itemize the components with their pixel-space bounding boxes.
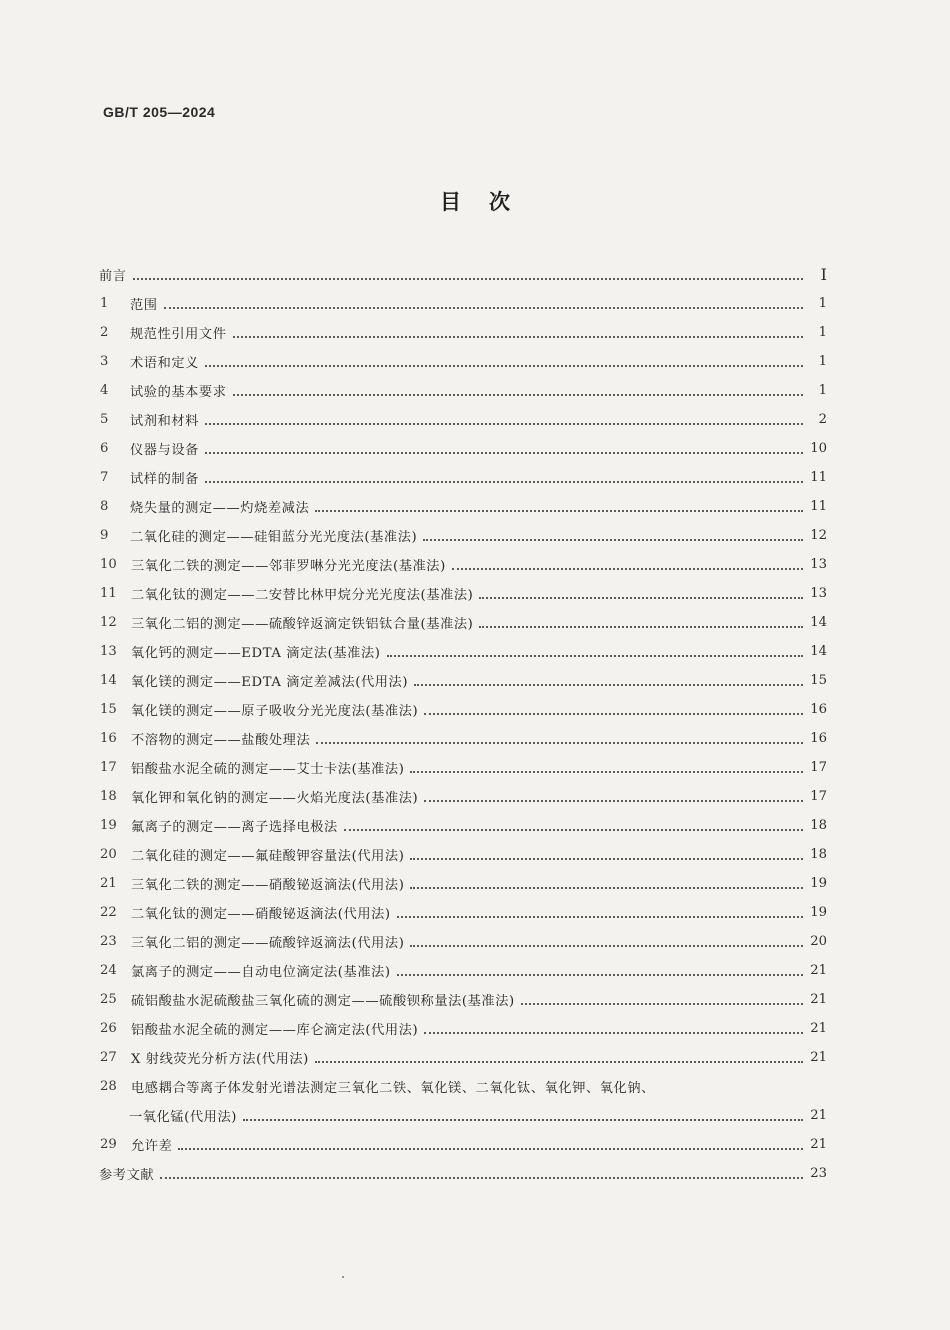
toc-entry[interactable]: [99, 318, 827, 347]
toc-entry-page: 15: [810, 673, 827, 688]
toc-entry-label: 三氧化二铁的测定——邻菲罗啉分光光度法(基准法): [131, 559, 446, 574]
toc-entry-label: 氧化镁的测定——原子吸收分光光度法(基准法): [131, 704, 419, 719]
toc-entry[interactable]: [99, 898, 827, 927]
toc-entry-page: 21: [810, 1137, 827, 1152]
toc-entry-foreword[interactable]: [99, 260, 827, 289]
toc-entry-label: 参考文献: [99, 1168, 155, 1183]
toc-entry[interactable]: [99, 985, 827, 1014]
toc-entry-label: 氟离子的测定——离子选择电极法: [131, 820, 338, 835]
toc-entry-number: 29: [100, 1137, 117, 1152]
toc-entry-number: 13: [100, 644, 117, 659]
dot-leader: [344, 828, 803, 831]
dot-leader: [410, 944, 803, 947]
toc-entry-label: 术语和定义: [130, 356, 199, 371]
toc-entry-page: 18: [810, 818, 827, 833]
dot-leader: [424, 712, 803, 715]
toc-entry-number: 4: [100, 383, 109, 398]
dot-leader: [479, 625, 803, 628]
dot-leader: [315, 509, 803, 512]
toc-entry-page: 1: [818, 383, 827, 398]
toc-entry-page: 16: [810, 702, 827, 717]
dot-leader: [178, 1147, 803, 1150]
toc-entry-label: 氯离子的测定——自动电位滴定法(基准法): [131, 965, 391, 980]
toc-entry-page: 20: [810, 934, 827, 949]
toc-entry-label: 前言: [99, 269, 127, 284]
dot-leader: [160, 1176, 803, 1179]
toc-entry[interactable]: [99, 927, 827, 956]
toc-entry-page: 13: [810, 586, 827, 601]
toc-entry-number: 23: [100, 934, 117, 949]
toc-entry-number: 14: [100, 673, 117, 688]
toc-entry-page: 18: [810, 847, 827, 862]
toc-entry[interactable]: [99, 608, 827, 637]
toc-entry[interactable]: [99, 434, 827, 463]
toc-entry-label: X 射线荧光分析方法(代用法): [131, 1052, 309, 1067]
toc-entry-label: 允许差: [131, 1139, 173, 1154]
dot-leader: [205, 422, 803, 425]
toc-entry-number: 19: [100, 818, 117, 833]
toc-entry-number: 3: [100, 354, 109, 369]
dot-leader: [424, 799, 803, 802]
toc-entry[interactable]: [99, 550, 827, 579]
dot-leader: [205, 364, 803, 367]
toc-entry-label: 仪器与设备: [130, 443, 199, 458]
toc-entry-page: 1: [818, 296, 827, 311]
toc-entry-number: 17: [100, 760, 117, 775]
dot-leader: [423, 538, 803, 541]
toc-entry[interactable]: [99, 956, 827, 985]
toc-entry[interactable]: [99, 637, 827, 666]
toc-entry-number: 16: [100, 731, 117, 746]
toc-entry-label: 氧化钾和氧化钠的测定——火焰光度法(基准法): [131, 791, 419, 806]
toc-entry-label: 试剂和材料: [130, 414, 199, 429]
toc-entry[interactable]: [99, 1130, 827, 1159]
toc-entry-number: 28: [100, 1079, 117, 1094]
scan-speck: [342, 1276, 344, 1278]
toc-entry-label: 三氧化二铝的测定——硫酸锌返滴定铁铝钛合量(基准法): [131, 617, 474, 632]
dot-leader: [521, 1002, 803, 1005]
toc-entry-label: 烧失量的测定——灼烧差减法: [130, 501, 310, 516]
toc-entry-page: 23: [810, 1166, 827, 1181]
toc-entry-number: 20: [100, 847, 117, 862]
toc-entry[interactable]: [99, 492, 827, 521]
dot-leader: [410, 857, 803, 860]
toc-entry-label: 试验的基本要求: [130, 385, 227, 400]
dot-leader: [233, 393, 803, 396]
toc-entry-label: 范围: [130, 298, 158, 313]
toc-entry-page: 17: [810, 789, 827, 804]
toc-entry-page: 13: [810, 557, 827, 572]
toc-entry-page: 1: [818, 325, 827, 340]
toc-entry[interactable]: [99, 347, 827, 376]
toc-entry-label: 二氧化钛的测定——硝酸铋返滴法(代用法): [131, 907, 391, 922]
toc-entry-bibliography[interactable]: [99, 1159, 827, 1188]
toc-entry[interactable]: [99, 782, 827, 811]
toc-entry-page: 21: [810, 963, 827, 978]
toc-entry-number: 26: [100, 1021, 117, 1036]
toc-entry-page: 21: [810, 1050, 827, 1065]
toc-entry-page: I: [820, 265, 827, 284]
toc-entry-page: 19: [810, 905, 827, 920]
dot-leader: [205, 480, 803, 483]
dot-leader: [410, 886, 803, 889]
dot-leader: [315, 1060, 803, 1063]
toc-entry-number: 22: [100, 905, 117, 920]
toc-entry-label: 铝酸盐水泥全硫的测定——库仑滴定法(代用法): [131, 1023, 419, 1038]
title-char: 目: [440, 190, 461, 214]
toc-entry-number: 24: [100, 963, 117, 978]
toc-entry[interactable]: [99, 521, 827, 550]
toc-entry-page: 21: [810, 1108, 827, 1123]
dot-leader: [397, 973, 803, 976]
toc-entry-label: 规范性引用文件: [130, 327, 227, 342]
toc-entry[interactable]: [99, 463, 827, 492]
toc-title: [0, 186, 950, 216]
toc-entry-number: 12: [100, 615, 117, 630]
dot-leader: [414, 683, 803, 686]
dot-leader: [387, 654, 803, 657]
toc-entry-page: 19: [810, 876, 827, 891]
toc-entry-label: 二氧化钛的测定——二安替比林甲烷分光光度法(基准法): [131, 588, 474, 603]
toc-entry-page: 14: [810, 644, 827, 659]
toc-entry-label: 铝酸盐水泥全硫的测定——艾士卡法(基准法): [131, 762, 405, 777]
toc-entry[interactable]: [99, 753, 827, 782]
dot-leader: [205, 451, 803, 454]
dot-leader: [424, 1031, 803, 1034]
toc-entry-page: 12: [810, 528, 827, 543]
document-code: GB/T 205—2024: [103, 104, 216, 120]
dot-leader: [233, 335, 803, 338]
dot-leader: [243, 1118, 803, 1121]
toc-entry-page: 11: [810, 470, 827, 485]
dot-leader: [452, 567, 803, 570]
toc-entry[interactable]: [99, 811, 827, 840]
toc-entry[interactable]: [99, 376, 827, 405]
toc-entry-label: 一氧化锰(代用法): [129, 1110, 238, 1125]
toc-entry-first-line[interactable]: [99, 1072, 827, 1101]
toc-entry-number: 6: [100, 441, 109, 456]
title-char: 次: [489, 190, 510, 214]
toc-entry-page: 1: [818, 354, 827, 369]
toc-entry-number: 2: [100, 325, 109, 340]
toc-entry-page: 2: [818, 412, 827, 427]
toc-entry-page: 10: [810, 441, 827, 456]
toc-entry-label: 二氧化硅的测定——氟硅酸钾容量法(代用法): [131, 849, 405, 864]
dot-leader: [410, 770, 803, 773]
toc-entry-number: 8: [100, 499, 109, 514]
toc-entry[interactable]: [99, 666, 827, 695]
toc-entry-label: 氧化镁的测定——EDTA 滴定差减法(代用法): [131, 675, 409, 690]
toc-entry[interactable]: [99, 405, 827, 434]
toc-entry-page: 21: [810, 1021, 827, 1036]
toc-entry-page: 16: [810, 731, 827, 746]
toc-entry[interactable]: [99, 840, 827, 869]
toc-entry-label: 不溶物的测定——盐酸处理法: [131, 733, 311, 748]
toc-entry-number: 21: [100, 876, 117, 891]
toc-entry-page: 11: [810, 499, 827, 514]
toc-entry-number: 15: [100, 702, 117, 717]
toc-entry[interactable]: [99, 869, 827, 898]
toc-entry-number: 9: [100, 528, 109, 543]
dot-leader: [316, 741, 803, 744]
toc-entry-number: 7: [100, 470, 109, 485]
toc-entry-number: 25: [100, 992, 117, 1007]
toc-entry-label: 氧化钙的测定——EDTA 滴定法(基准法): [131, 646, 381, 661]
toc-entry-continuation[interactable]: [129, 1101, 827, 1130]
dot-leader: [133, 277, 803, 280]
toc-entry[interactable]: [99, 1014, 827, 1043]
toc-entry-label: 电感耦合等离子体发射光谱法测定三氧化二铁、氧化镁、二氧化钛、氧化钾、氧化钠、: [131, 1081, 655, 1096]
toc-entry-label: 试样的制备: [130, 472, 199, 487]
toc-entry-number: 5: [100, 412, 109, 427]
toc-entry[interactable]: [99, 724, 827, 753]
toc-entry-label: 二氧化硅的测定——硅钼蓝分光光度法(基准法): [130, 530, 418, 545]
toc-entry-page: 14: [810, 615, 827, 630]
toc-entry-number: 11: [100, 586, 117, 601]
toc-entry-label: 硫铝酸盐水泥硫酸盐三氧化硫的测定——硫酸钡称量法(基准法): [131, 994, 515, 1009]
toc-entry-label: 三氧化二铁的测定——硝酸铋返滴法(代用法): [131, 878, 405, 893]
toc-entry-number: 1: [100, 296, 109, 311]
dot-leader: [164, 306, 803, 309]
toc-entry[interactable]: [99, 695, 827, 724]
dot-leader: [397, 915, 803, 918]
toc-entry-number: 18: [100, 789, 117, 804]
toc-entry-label: 三氧化二铝的测定——硫酸锌返滴法(代用法): [131, 936, 405, 951]
toc-entry-page: 17: [810, 760, 827, 775]
dot-leader: [479, 596, 803, 599]
toc-entry[interactable]: [99, 579, 827, 608]
toc-entry[interactable]: [99, 289, 827, 318]
toc-entry-number: 10: [100, 557, 117, 572]
toc-entry-page: 21: [810, 992, 827, 1007]
toc-entry[interactable]: [99, 1043, 827, 1072]
toc-entry-number: 27: [100, 1050, 117, 1065]
